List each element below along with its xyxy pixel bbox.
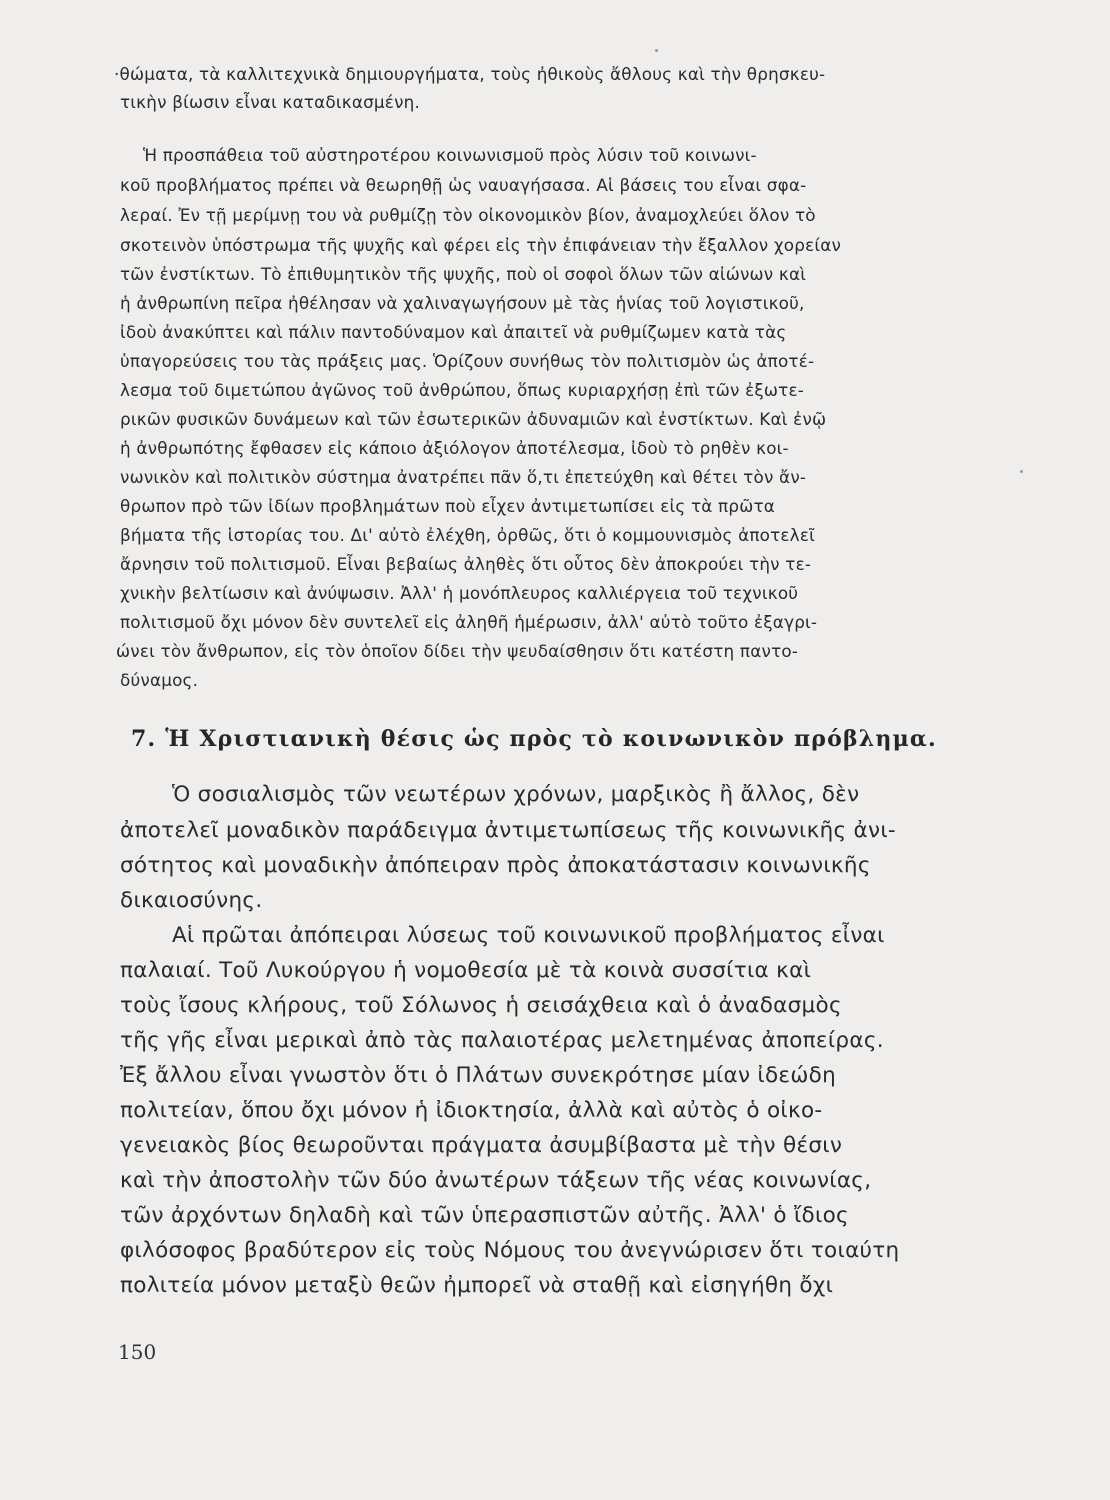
text-line: ἡ ἀνθρωπότης ἔφθασεν εἰς κάποιο ἀξιόλογον ἀποτέλεσμα, ἰδοὺ τὸ ρηθὲν κοι-	[120, 438, 789, 458]
ink-speck	[655, 49, 658, 52]
text-line: ἡ ἀνθρωπίνη πεῖρα ἠθέλησαν νὰ χαλιναγωγήσουν μὲ τὰς ἡνίας τοῦ λογιστικοῦ,	[120, 293, 805, 313]
text-line: λεραί. Ἐν τῇ μερίμνῃ του νὰ ρυθμίζῃ τὸν οἰκονομικὸν βίον, ἀναμοχλεύει ὅλον τὸ	[120, 205, 816, 225]
text-line: πολιτείαν, ὅπου ὄχι μόνον ἡ ἰδιοκτησία, ἀλλὰ καὶ αὐτὸς ὁ οἰκο-	[120, 1098, 823, 1123]
text-line: ἀποτελεῖ μοναδικὸν παράδειγμα ἀντιμετωπίσεως τῆς κοινωνικῆς ἀνι-	[120, 818, 896, 843]
text-line: Ἡ προσπάθεια τοῦ αὐστηροτέρου κοινωνισμοῦ πρὸς λύσιν τοῦ κοινωνι-	[143, 145, 757, 165]
text-line: σότητος καὶ μοναδικὴν ἀπόπειραν πρὸς ἀποκατάστασιν κοινωνικῆς	[120, 853, 871, 878]
text-line: ἰδοὺ ἀνακύπτει καὶ πάλιν παντοδύναμον καὶ ἀπαιτεῖ νὰ ρυθμίζωμεν κατὰ τὰς	[120, 322, 787, 342]
text-line: Ὁ σοσιαλισμὸς τῶν νεωτέρων χρόνων, μαρξικὸς ἢ ἄλλος, δὲν	[172, 782, 860, 807]
text-line: ·θώματα, τὰ καλλιτεχνικὰ δημιουργήματα, τοὺς ἠθικοὺς ἄθλους καὶ τὴν θρησκευ-	[114, 64, 826, 84]
text-line: τῆς γῆς εἶναι μερικαὶ ἀπὸ τὰς παλαιοτέρας μελετημένας ἀποπείρας.	[120, 1028, 884, 1053]
text-line: γενειακὸς βίος θεωροῦνται πράγματα ἀσυμβίβαστα μὲ τὴν θέσιν	[120, 1133, 843, 1158]
text-line: δικαιοσύνης.	[120, 888, 263, 913]
text-line: πολιτισμοῦ ὄχι μόνον δὲν συντελεῖ εἰς ἀληθῆ ἡμέρωσιν, ἀλλ' αὐτὸ τοῦτο ἐξαγρι-	[120, 612, 818, 632]
text-line: παλαιαί. Τοῦ Λυκούργου ἡ νομοθεσία μὲ τὰ κοινὰ συσσίτια καὶ	[120, 958, 812, 983]
text-line: ὑπαγορεύσεις του τὰς πράξεις μας. Ὁρίζουν συνήθως τὸν πολιτισμὸν ὡς ἀποτέ-	[120, 351, 815, 371]
text-line: Ἐξ ἄλλου εἶναι γνωστὸν ὅτι ὁ Πλάτων συνεκρότησε μίαν ἰδεώδη	[120, 1063, 837, 1088]
text-line: καὶ τὴν ἀποστολὴν τῶν δύο ἀνωτέρων τάξεων τῆς νέας κοινωνίας,	[120, 1168, 872, 1193]
text-line: ἄρνησιν τοῦ πολιτισμοῦ. Εἶναι βεβαίως ἀληθὲς ὅτι οὗτος δὲν ἀποκρούει τὴν τε-	[120, 554, 812, 574]
text-line: τῶν ἀρχόντων δηλαδὴ καὶ τῶν ὑπερασπιστῶν αὐτῆς. Ἀλλ' ὁ ἴδιος	[120, 1203, 849, 1228]
text-line: ρικῶν φυσικῶν δυνάμεων καὶ τῶν ἐσωτερικῶν ἀδυναμιῶν καὶ ἐνστίκτων. Καὶ ἐνῷ	[120, 409, 827, 429]
text-line: λεσμα τοῦ διμετώπου ἀγῶνος τοῦ ἀνθρώπου, ὅπως κυριαρχήσῃ ἐπὶ τῶν ἐξωτε-	[120, 380, 804, 400]
text-line: τῶν ἐνστίκτων. Τὸ ἐπιθυμητικὸν τῆς ψυχῆς, ποὺ οἱ σοφοὶ ὅλων τῶν αἰώνων καὶ	[120, 264, 807, 284]
text-line: βήματα τῆς ἱστορίας του. Δι' αὐτὸ ἐλέχθη, ὀρθῶς, ὅτι ὁ κομμουνισμὸς ἀποτελεῖ	[120, 525, 815, 545]
text-line: ώνει τὸν ἄνθρωπον, εἰς τὸν ὁποῖον δίδει τὴν ψευδαίσθησιν ὅτι κατέστη παντο-	[116, 641, 799, 661]
text-line: τοὺς ἴσους κλήρους, τοῦ Σόλωνος ἡ σεισάχθεια καὶ ὁ ἀναδασμὸς	[120, 993, 842, 1018]
text-line: πολιτεία μόνον μεταξὺ θεῶν ἠμπορεῖ νὰ σταθῇ καὶ εἰσηγήθη ὄχι	[120, 1273, 834, 1298]
text-line: χνικὴν βελτίωσιν καὶ ἀνύψωσιν. Ἀλλ' ἡ μονόπλευρος καλλιέργεια τοῦ τεχνικοῦ	[120, 583, 799, 603]
text-line: Αἱ πρῶται ἀπόπειραι λύσεως τοῦ κοινωνικοῦ προβλήματος εἶναι	[172, 923, 885, 948]
text-line: τικὴν βίωσιν εἶναι καταδικασμένη.	[120, 92, 421, 112]
section-heading: 7. Ἡ Χριστιανικὴ θέσις ὡς πρὸς τὸ κοινωνικὸν πρόβλημα.	[131, 726, 937, 752]
text-line: σκοτεινὸν ὑπόστρωμα τῆς ψυχῆς καὶ φέρει εἰς τὴν ἐπιφάνειαν τὴν ἔξαλλον χορείαν	[120, 235, 842, 255]
text-line: δύναμος.	[120, 670, 199, 690]
page-number: 150	[118, 1340, 157, 1364]
text-line: θρωπον πρὸ τῶν ἰδίων προβλημάτων ποὺ εἶχεν ἀντιμετωπίσει εἰς τὰ πρῶτα	[120, 496, 776, 516]
text-line: φιλόσοφος βραδύτερον εἰς τοὺς Νόμους του ἀνεγνώρισεν ὅτι τοιαύτη	[120, 1238, 900, 1263]
ink-speck	[1020, 470, 1023, 473]
text-line: νωνικὸν καὶ πολιτικὸν σύστημα ἀνατρέπει πᾶν ὅ,τι ἐπετεύχθη καὶ θέτει τὸν ἄν-	[120, 467, 807, 487]
text-line: κοῦ προβλήματος πρέπει νὰ θεωρηθῇ ὡς ναυαγήσασα. Αἱ βάσεις του εἶναι σφα-	[120, 175, 807, 195]
